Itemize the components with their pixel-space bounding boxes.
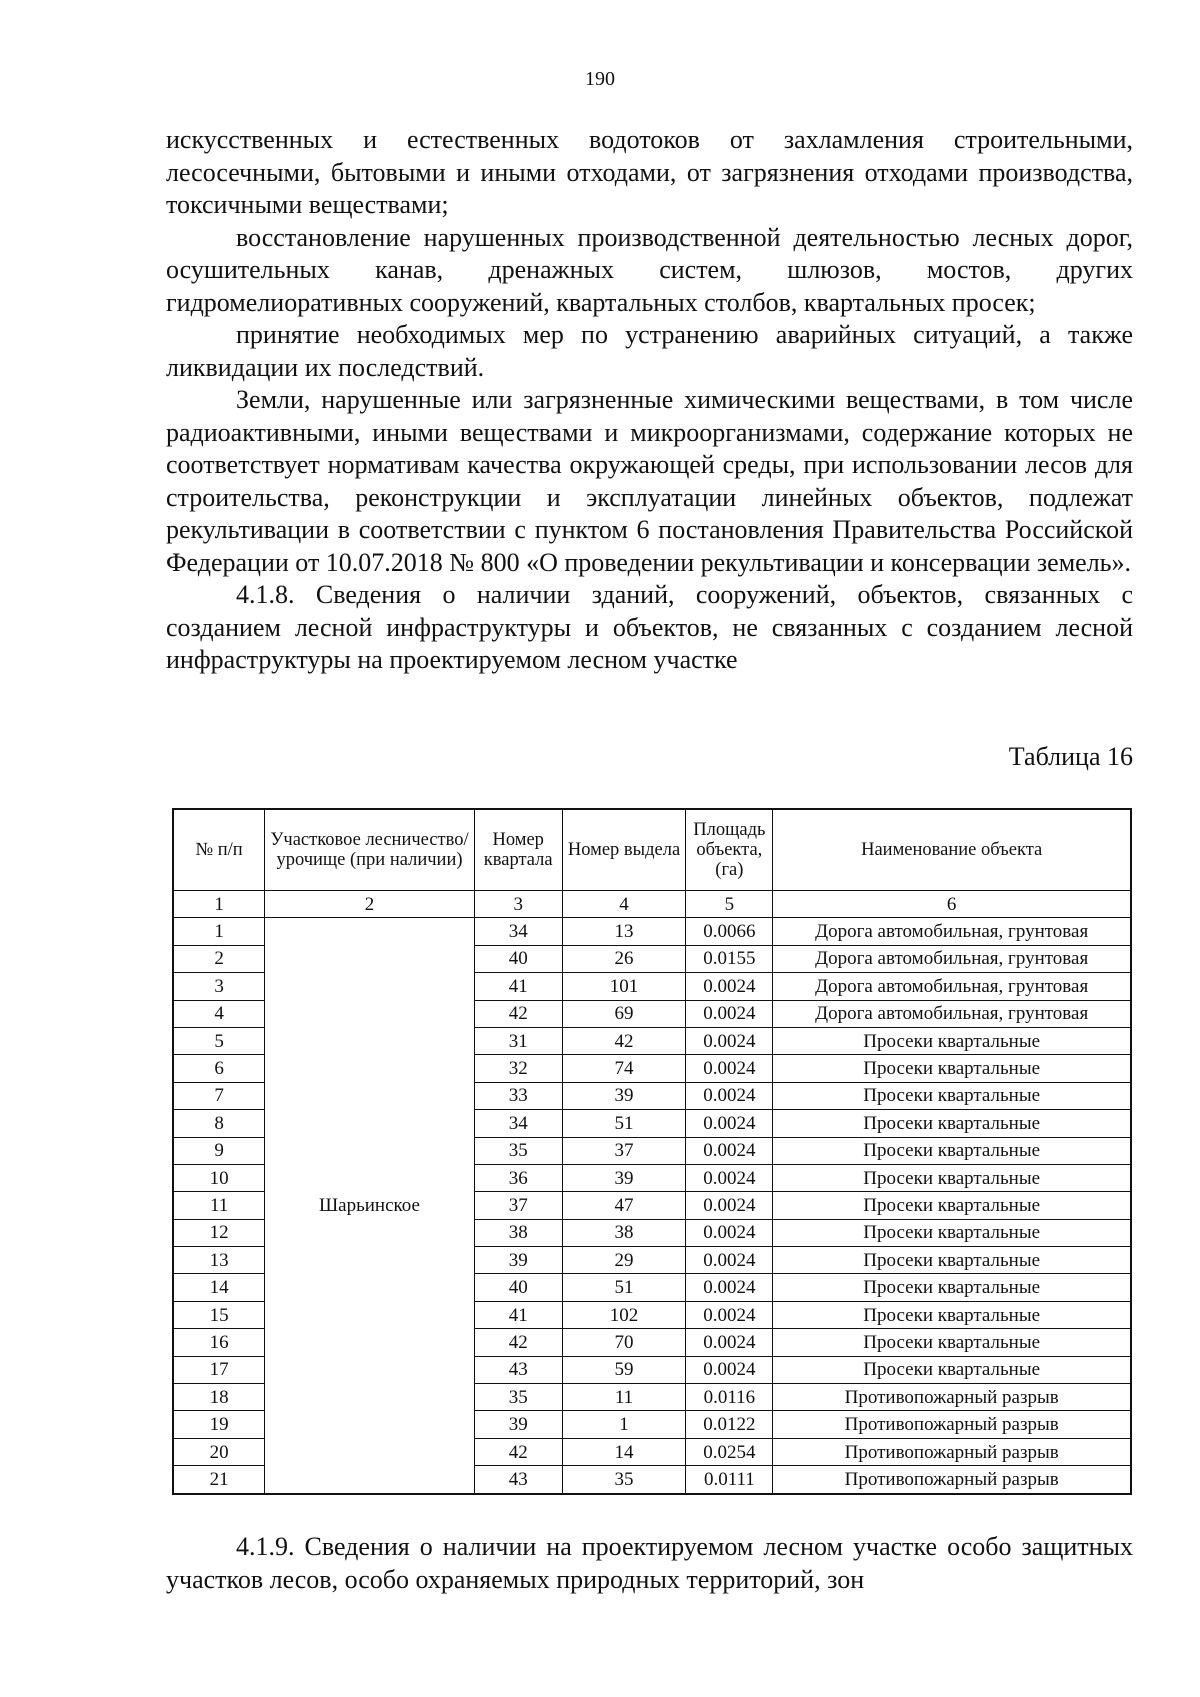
row-number-cell: 16 <box>173 1329 265 1356</box>
object-name-cell: Просеки квартальные <box>773 1329 1131 1356</box>
column-header: № п/п <box>173 809 265 891</box>
quarter-cell: 42 <box>474 1438 562 1465</box>
area-cell: 0.0024 <box>686 1027 773 1054</box>
allotment-cell: 39 <box>562 1164 686 1191</box>
column-header: Номер выдела <box>562 809 686 891</box>
allotment-cell: 35 <box>562 1466 686 1494</box>
column-number: 4 <box>562 891 686 918</box>
quarter-cell: 43 <box>474 1466 562 1494</box>
area-cell: 0.0254 <box>686 1438 773 1465</box>
quarter-cell: 38 <box>474 1219 562 1246</box>
row-number-cell: 8 <box>173 1110 265 1137</box>
allotment-cell: 11 <box>562 1384 686 1411</box>
row-number-cell: 5 <box>173 1027 265 1054</box>
paragraph: восстановление нарушенных производственной деятельностью лесных дорог, осушительных канав, дренажных систем, шлюзов, мостов, других гидромелиоративных сооружений, квартальных столбов, квартальных просек; <box>166 222 1133 317</box>
row-number-cell: 13 <box>173 1247 265 1274</box>
quarter-cell: 42 <box>474 1329 562 1356</box>
object-name-cell: Противопожарный разрыв <box>773 1384 1131 1411</box>
object-name-cell: Дорога автомобильная, грунтовая <box>773 918 1131 945</box>
allotment-cell: 69 <box>562 1000 686 1027</box>
quarter-cell: 41 <box>474 1301 562 1328</box>
area-cell: 0.0024 <box>686 1000 773 1027</box>
allotment-cell: 38 <box>562 1219 686 1246</box>
quarter-cell: 34 <box>474 1110 562 1137</box>
column-number: 2 <box>265 891 475 918</box>
allotment-cell: 14 <box>562 1438 686 1465</box>
page-number: 190 <box>585 68 615 90</box>
row-number-cell: 17 <box>173 1356 265 1383</box>
area-cell: 0.0024 <box>686 1219 773 1246</box>
object-name-cell: Просеки квартальные <box>773 1164 1131 1191</box>
table-caption: Таблица 16 <box>1008 742 1133 771</box>
row-number-cell: 18 <box>173 1384 265 1411</box>
allotment-cell: 70 <box>562 1329 686 1356</box>
area-cell: 0.0024 <box>686 1192 773 1219</box>
quarter-cell: 39 <box>474 1411 562 1438</box>
object-name-cell: Просеки квартальные <box>773 1301 1131 1328</box>
area-cell: 0.0024 <box>686 1082 773 1109</box>
quarter-cell: 35 <box>474 1384 562 1411</box>
area-cell: 0.0024 <box>686 1301 773 1328</box>
section-heading-4-1-8: 4.1.8. Сведения о наличии зданий, сооружений, объектов, связанных с созданием лесной инфраструктуры и объектов, не связанных с созданием лесной инфраструктуры на проектируемом лесном участке <box>166 580 1133 674</box>
object-name-cell: Просеки квартальные <box>773 1356 1131 1383</box>
area-cell: 0.0024 <box>686 1274 773 1301</box>
area-cell: 0.0024 <box>686 1110 773 1137</box>
allotment-cell: 74 <box>562 1055 686 1082</box>
object-name-cell: Просеки квартальные <box>773 1247 1131 1274</box>
column-number: 3 <box>474 891 562 918</box>
quarter-cell: 41 <box>474 973 562 1000</box>
closing-text <box>166 1530 1133 1596</box>
allotment-cell: 26 <box>562 945 686 972</box>
allotment-cell: 42 <box>562 1027 686 1054</box>
object-name-cell: Дорога автомобильная, грунтовая <box>773 1000 1131 1027</box>
quarter-cell: 35 <box>474 1137 562 1164</box>
quarter-cell: 31 <box>474 1027 562 1054</box>
quarter-cell: 32 <box>474 1055 562 1082</box>
column-number: 5 <box>686 891 773 918</box>
quarter-cell: 40 <box>474 1274 562 1301</box>
object-name-cell: Просеки квартальные <box>773 1192 1131 1219</box>
area-cell: 0.0066 <box>686 918 773 945</box>
row-number-cell: 1 <box>173 918 265 945</box>
row-number-cell: 3 <box>173 973 265 1000</box>
column-header: Наименование объекта <box>773 809 1131 891</box>
object-name-cell: Просеки квартальные <box>773 1219 1131 1246</box>
forestry-cell: Шарьинское <box>265 918 475 1494</box>
row-number-cell: 9 <box>173 1137 265 1164</box>
row-number-cell: 21 <box>173 1466 265 1494</box>
area-cell: 0.0155 <box>686 945 773 972</box>
area-cell: 0.0024 <box>686 973 773 1000</box>
table-header-row <box>173 809 1131 891</box>
area-cell: 0.0024 <box>686 1247 773 1274</box>
column-number: 6 <box>773 891 1131 918</box>
table-row <box>173 918 1131 945</box>
quarter-cell: 33 <box>474 1082 562 1109</box>
allotment-cell: 101 <box>562 973 686 1000</box>
object-name-cell: Просеки квартальные <box>773 1110 1131 1137</box>
quarter-cell: 34 <box>474 918 562 945</box>
object-name-cell: Дорога автомобильная, грунтовая <box>773 945 1131 972</box>
row-number-cell: 11 <box>173 1192 265 1219</box>
row-number-cell: 14 <box>173 1274 265 1301</box>
objects-table <box>172 808 1132 1495</box>
quarter-cell: 42 <box>474 1000 562 1027</box>
allotment-cell: 39 <box>562 1082 686 1109</box>
section-heading-4-1-9: 4.1.9. Сведения о наличии на проектируемом лесном участке особо защитных участков лесов, особо охраняемых природных территорий, зон <box>166 1532 1133 1594</box>
row-number-cell: 12 <box>173 1219 265 1246</box>
row-number-cell: 7 <box>173 1082 265 1109</box>
quarter-cell: 36 <box>474 1164 562 1191</box>
row-number-cell: 19 <box>173 1411 265 1438</box>
table-body <box>173 918 1131 1494</box>
column-header: Номер квартала <box>474 809 562 891</box>
paragraph: искусственных и естественных водотоков от захламления строительными, лесосечными, бытовыми и иными отходами, от загрязнения отходами производства, токсичными веществами; <box>166 125 1133 219</box>
row-number-cell: 4 <box>173 1000 265 1027</box>
body-text <box>166 124 1133 677</box>
quarter-cell: 39 <box>474 1247 562 1274</box>
column-header: Площадь объекта, (га) <box>686 809 773 891</box>
allotment-cell: 37 <box>562 1137 686 1164</box>
column-header: Участковое лесничество/урочище (при наличии) <box>265 809 475 891</box>
object-name-cell: Противопожарный разрыв <box>773 1438 1131 1465</box>
row-number-cell: 15 <box>173 1301 265 1328</box>
column-number: 1 <box>173 891 265 918</box>
object-name-cell: Просеки квартальные <box>773 1274 1131 1301</box>
allotment-cell: 51 <box>562 1110 686 1137</box>
allotment-cell: 59 <box>562 1356 686 1383</box>
object-name-cell: Просеки квартальные <box>773 1027 1131 1054</box>
area-cell: 0.0024 <box>686 1329 773 1356</box>
area-cell: 0.0122 <box>686 1411 773 1438</box>
allotment-cell: 102 <box>562 1301 686 1328</box>
object-name-cell: Просеки квартальные <box>773 1082 1131 1109</box>
allotment-cell: 13 <box>562 918 686 945</box>
row-number-cell: 2 <box>173 945 265 972</box>
object-name-cell: Противопожарный разрыв <box>773 1466 1131 1494</box>
row-number-cell: 20 <box>173 1438 265 1465</box>
row-number-cell: 10 <box>173 1164 265 1191</box>
column-number-row <box>173 891 1131 918</box>
object-name-cell: Дорога автомобильная, грунтовая <box>773 973 1131 1000</box>
area-cell: 0.0024 <box>686 1164 773 1191</box>
quarter-cell: 40 <box>474 945 562 972</box>
allotment-cell: 1 <box>562 1411 686 1438</box>
area-cell: 0.0024 <box>686 1055 773 1082</box>
area-cell: 0.0111 <box>686 1466 773 1494</box>
area-cell: 0.0116 <box>686 1384 773 1411</box>
object-name-cell: Просеки квартальные <box>773 1137 1131 1164</box>
area-cell: 0.0024 <box>686 1356 773 1383</box>
quarter-cell: 43 <box>474 1356 562 1383</box>
quarter-cell: 37 <box>474 1192 562 1219</box>
paragraph: принятие необходимых мер по устранению аварийных ситуаций, а также ликвидации их последствий. <box>166 320 1133 382</box>
row-number-cell: 6 <box>173 1055 265 1082</box>
allotment-cell: 51 <box>562 1274 686 1301</box>
allotment-cell: 47 <box>562 1192 686 1219</box>
allotment-cell: 29 <box>562 1247 686 1274</box>
object-name-cell: Противопожарный разрыв <box>773 1411 1131 1438</box>
paragraph: Земли, нарушенные или загрязненные химическими веществами, в том числе радиоактивными, иными веществами и микроорганизмами, содержание которых не соответствует нормативам качества окружающей среды, при использовании лесов для строительства, реконструкции и эксплуатации линейных объектов, подлежат рекультивации в соответствии с пунктом 6 постановления Правительства Российской Федерации от 10.07.2018 № 800 «О проведении рекультивации и консервации земель». <box>166 385 1133 577</box>
object-name-cell: Просеки квартальные <box>773 1055 1131 1082</box>
area-cell: 0.0024 <box>686 1137 773 1164</box>
